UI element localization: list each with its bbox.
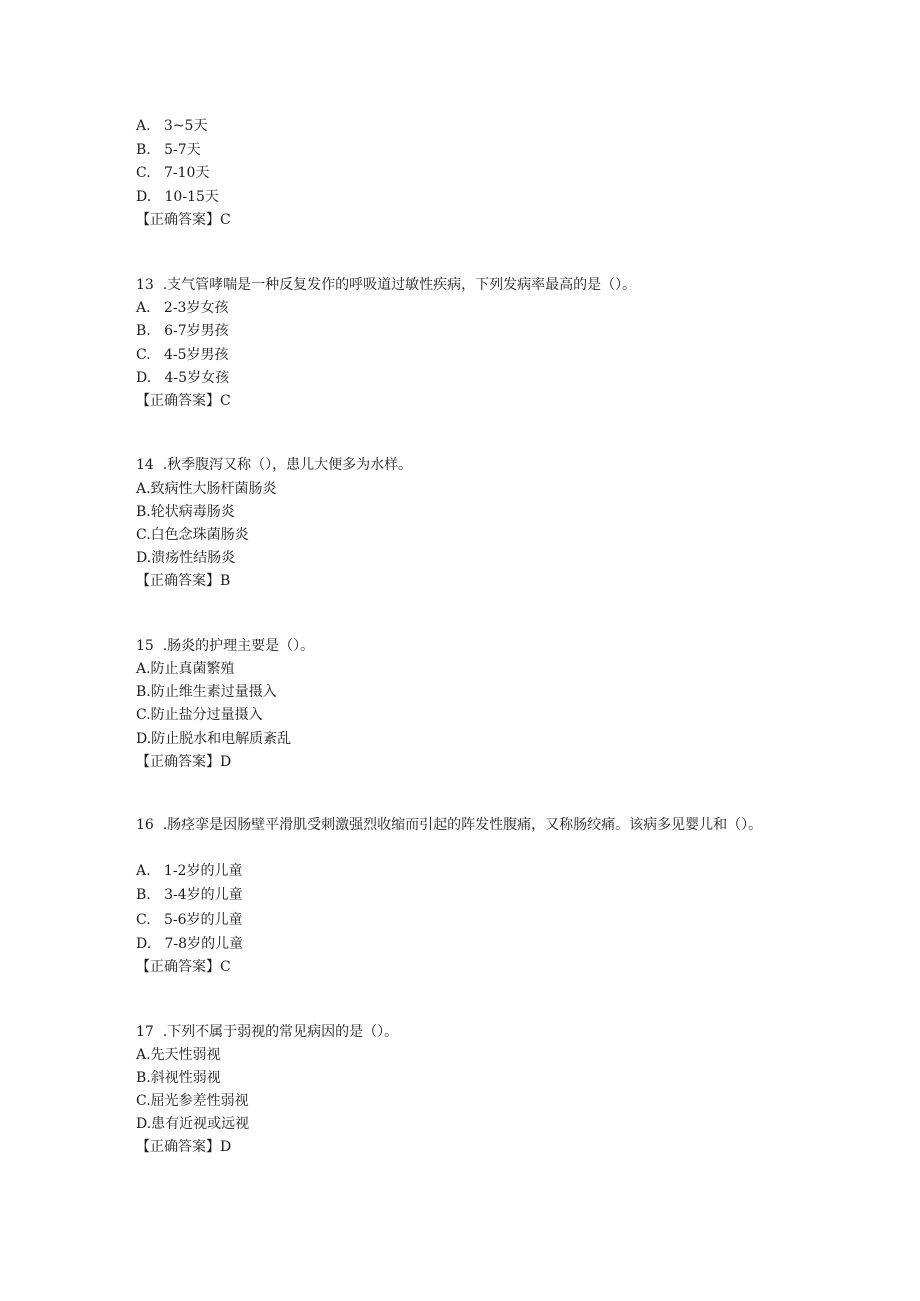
option-b: B. 3-4岁的儿童 <box>136 887 243 903</box>
question-13-text: 13 .支气管哮喘是一种反复发作的呼吸道过敏性疾病，下列发病率最高的是（）。 <box>136 277 637 293</box>
option-c: C. 5-6岁的儿童 <box>136 912 243 928</box>
option-d: D. 7-8岁的儿童 <box>136 936 244 952</box>
answer-line: 【正确答案】D <box>136 754 232 770</box>
option-b: B.防止维生素过量摄入 <box>136 684 277 700</box>
option-a: A. 1-2岁的儿童 <box>136 863 243 879</box>
question-16-text: 16 .肠痉挛是因肠壁平滑肌受刺激强烈收缩而引起的阵发性腹痛，又称肠绞痛。该病多见婴儿和（）。 <box>136 817 763 833</box>
option-a: A. 2-3岁女孩 <box>136 300 229 316</box>
answer-line: 【正确答案】C <box>136 212 231 228</box>
answer-line: 【正确答案】C <box>136 959 231 975</box>
question-17-text: 17 .下列不属于弱视的常见病因的是（）。 <box>136 1024 399 1040</box>
option-d: D.溃疡性结肠炎 <box>136 550 236 566</box>
option-b: B. 5-7天 <box>136 142 201 158</box>
answer-line: 【正确答案】C <box>136 393 231 409</box>
option-d: D. 4-5岁女孩 <box>136 370 230 386</box>
option-a: A.防止真菌繁殖 <box>136 661 235 677</box>
option-c: C.白色念珠菌肠炎 <box>136 527 249 543</box>
option-d: D. 10-15天 <box>136 189 219 205</box>
question-14-text: 14 .秋季腹泻又称（），患儿大便多为水样。 <box>136 457 413 473</box>
option-c: C. 4-5岁男孩 <box>136 347 229 363</box>
option-a: A.致病性大肠杆菌肠炎 <box>136 481 277 497</box>
option-d: D.患有近视或远视 <box>136 1116 250 1132</box>
answer-line: 【正确答案】D <box>136 1139 232 1155</box>
option-b: B.斜视性弱视 <box>136 1070 221 1086</box>
option-a: A.先天性弱视 <box>136 1047 221 1063</box>
answer-line: 【正确答案】B <box>136 573 231 589</box>
option-a: A. 3~5天 <box>136 118 208 134</box>
option-d: D.防止脱水和电解质紊乱 <box>136 731 292 747</box>
question-15-text: 15 .肠炎的护理主要是（）。 <box>136 638 315 654</box>
option-c: C. 7-10天 <box>136 165 210 181</box>
option-b: B. 6-7岁男孩 <box>136 323 229 339</box>
option-c: C.屈光参差性弱视 <box>136 1093 249 1109</box>
option-c: C.防止盐分过量摄入 <box>136 707 263 723</box>
option-b: B.轮状病毒肠炎 <box>136 504 235 520</box>
